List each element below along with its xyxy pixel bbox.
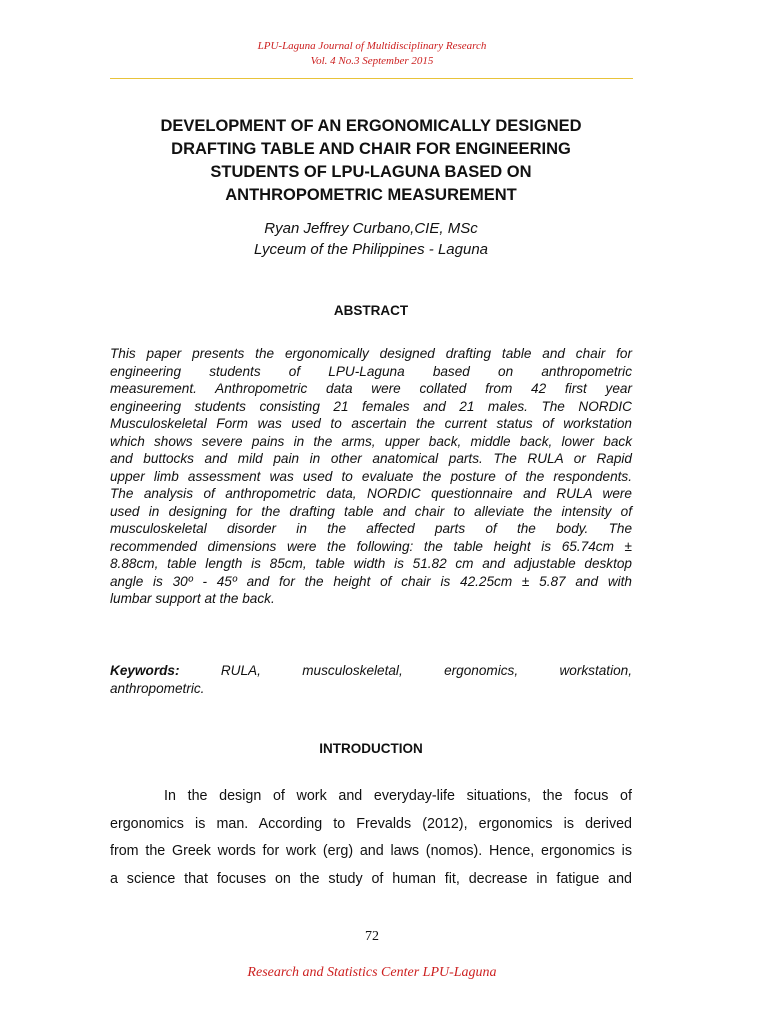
abstract-line: The analysis of anthropometric data, NORDIC questionnaire and RULA were <box>110 486 632 501</box>
body-line: ergonomics is man. According to Frevalds (2012), ergonomics is derived <box>110 815 632 832</box>
author-name: Ryan Jeffrey Curbano,CIE, MSc <box>264 220 478 237</box>
abstract-line: upper limb assessment was used to evaluate the posture of the respondents. <box>110 468 632 484</box>
body-line: from the Greek words for work (erg) and laws (nomos). Hence, ergonomics is <box>110 843 632 859</box>
body-line: a science that focuses on the study of human fit, decrease in fatigue and <box>110 870 632 887</box>
keywords-label: Keywords: <box>110 663 180 678</box>
keyword: workstation, <box>559 663 632 678</box>
issue-info: Vol. 4 No.3 September 2015 <box>310 55 434 67</box>
abstract-body <box>110 345 632 608</box>
abstract-line: which shows severe pains in the arms, upper back, middle back, lower back <box>110 433 632 449</box>
keyword: musculoskeletal, <box>302 663 403 678</box>
abstract-line: lumbar support at the back. <box>110 591 275 606</box>
abstract-line: measurement. Anthropometric data were collated from 42 first year <box>110 381 632 396</box>
abstract-line: used in designing for the drafting table and chair to alleviate the intensity of <box>110 503 632 519</box>
abstract-line: and buttocks and mild pain in other anatomical parts. The RULA or Rapid <box>110 451 632 466</box>
abstract-line: Musculoskeletal Form was used to ascertain the current status of workstation <box>110 416 632 431</box>
abstract-line: This paper presents the ergonomically designed drafting table and chair for <box>110 346 632 361</box>
introduction-heading: INTRODUCTION <box>319 741 423 756</box>
journal-name: LPU-Laguna Journal of Multidisciplinary Research <box>257 40 487 52</box>
introduction-body <box>110 783 632 893</box>
title-line: DEVELOPMENT OF AN ERGONOMICALLY DESIGNED <box>160 117 582 135</box>
abstract-line: angle is 30º - 45º and for the height of chair is 42.25cm ± 5.87 and with <box>110 573 632 589</box>
keyword: RULA, <box>220 663 261 678</box>
abstract-line: engineering students consisting 21 females and 21 males. The NORDIC <box>110 398 632 414</box>
page-footer: Research and Statistics Center LPU-Laguna <box>247 965 497 980</box>
keywords <box>110 662 632 697</box>
title-line: DRAFTING TABLE AND CHAIR FOR ENGINEERING <box>171 140 571 158</box>
page-number: 72 <box>365 929 379 944</box>
paper-title <box>110 115 632 207</box>
body-line: In the design of work and everyday-life situations, the focus of <box>164 788 632 804</box>
abstract-line: 8.88cm, table length is 85cm, table width is 51.82 cm and adjustable desktop <box>110 556 632 571</box>
keyword: anthropometric. <box>110 680 205 696</box>
header-divider <box>110 78 633 79</box>
abstract-line: engineering students of LPU-Laguna based on anthropometric <box>110 363 632 379</box>
title-line: STUDENTS OF LPU-LAGUNA BASED ON <box>210 163 532 181</box>
keyword: ergonomics, <box>444 663 519 678</box>
abstract-line: recommended dimensions were the following: the table height is 65.74cm ± <box>110 538 632 554</box>
author-affiliation: Lyceum of the Philippines - Laguna <box>253 241 489 258</box>
keywords-row <box>110 662 632 680</box>
title-line: ANTHROPOMETRIC MEASUREMENT <box>225 186 517 204</box>
abstract-line: musculoskeletal disorder in the affected parts of the body. The <box>110 521 632 536</box>
abstract-heading: ABSTRACT <box>333 303 409 318</box>
